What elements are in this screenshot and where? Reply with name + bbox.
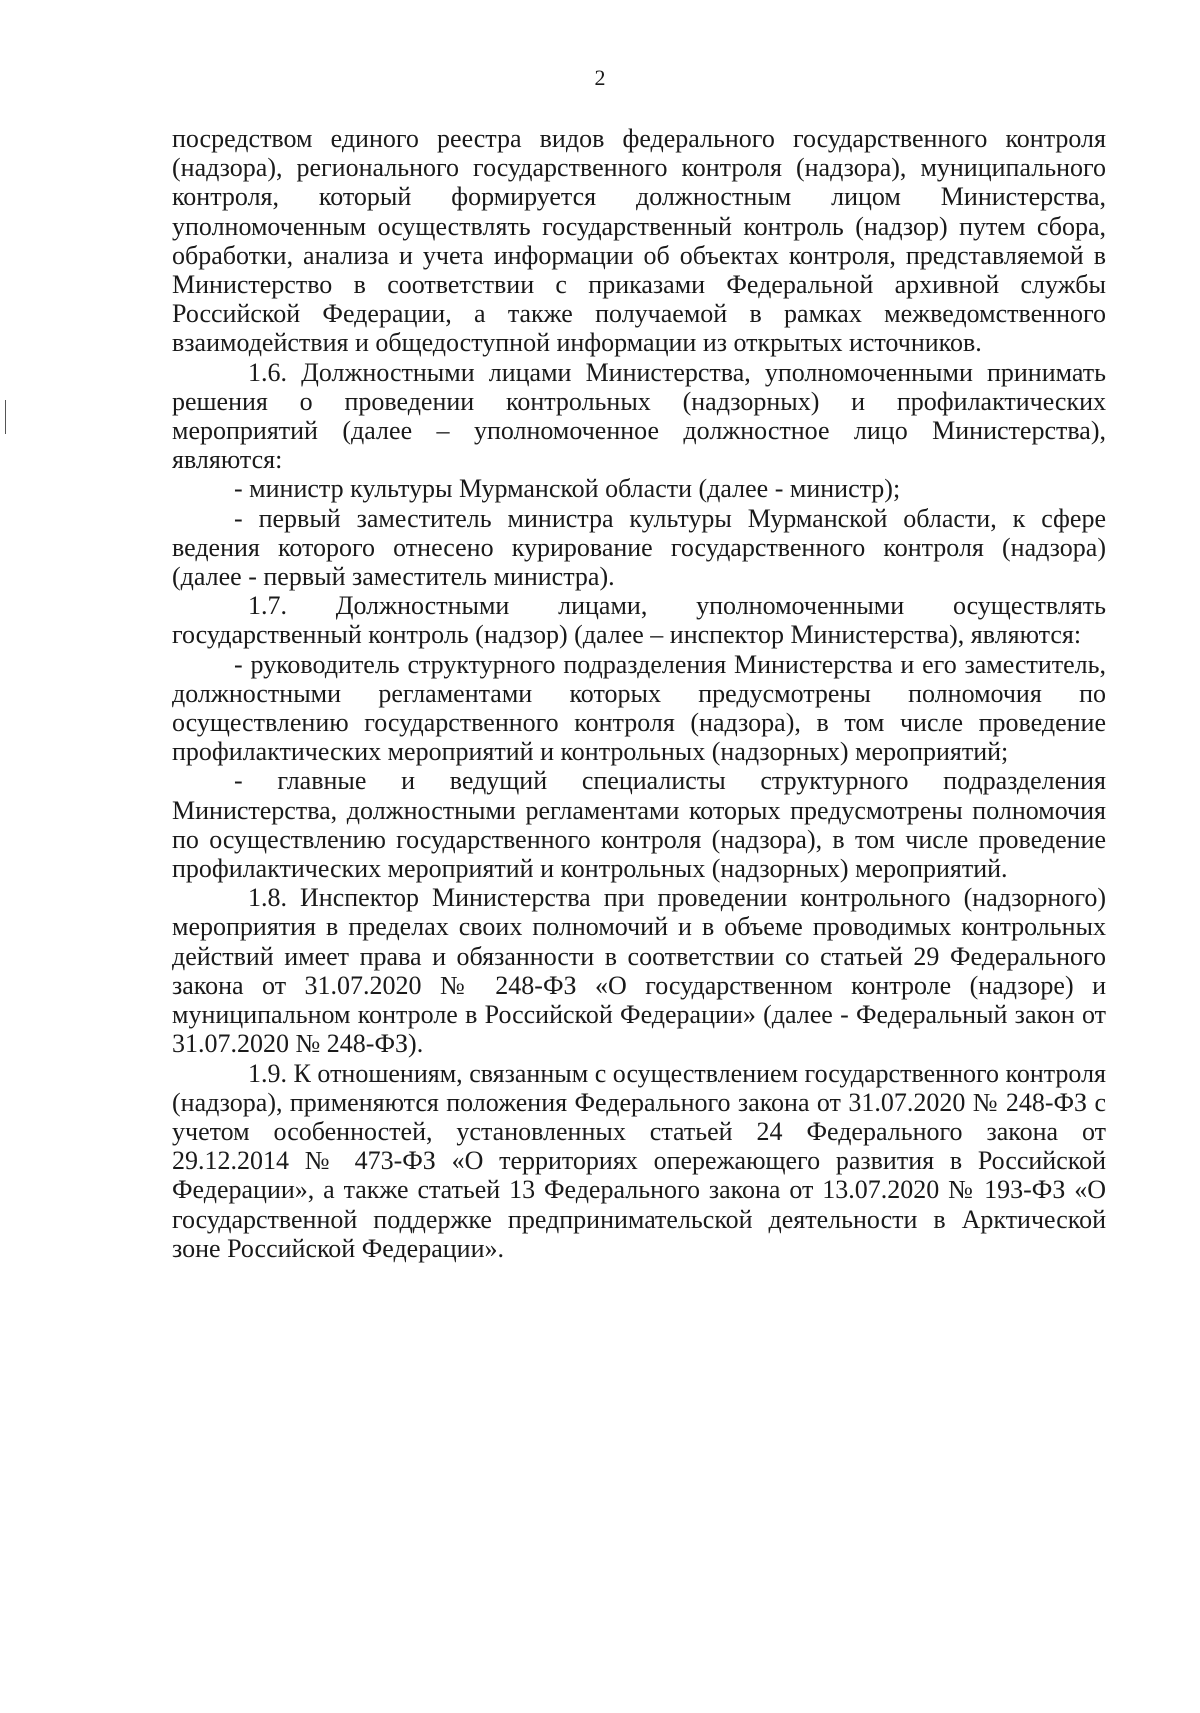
paragraph-1-9: 1.9. К отношениям, связанным с осуществлением государственного контроля (надзора), применяются положения Федерального закона от 31.07.2020 № 248-ФЗ с учетом особенностей, установленных статьей 24 Федерального закона от 29.12.2014 № 473-ФЗ «О территориях опережающего развития в Российской Федерации», а также статьей 13 Федерального закона от 13.07.2020 № 193-ФЗ «О государственной поддержке предпринимательской деятельности в Арктической зоне Российской Федерации». <box>172 1058 1106 1263</box>
scan-margin-mark <box>5 400 6 434</box>
paragraph-1-8: 1.8. Инспектор Министерства при проведении контрольного (надзорного) мероприятия в пределах своих полномочий и в объеме проводимых контрольных действий имеет права и обязанности в соответствии со статьей 29 Федерального закона от 31.07.2020 № 248-ФЗ «О государственном контроле (надзоре) и муниципальном контроле в Российской Федерации» (далее - Федеральный закон от 31.07.2020 № 248-ФЗ). <box>172 883 1106 1059</box>
paragraph-1-5-continuation: посредством единого реестра видов федерального государственного контроля (надзора), регионального государственного контроля (надзора), муниципального контроля, который формируется должностным лицом Министерства, уполномоченным осуществлять государственный контроль (надзор) путем сбора, обработки, анализа и учета информации об объектах контроля, представляемой в Министерство в соответствии с приказами Федеральной архивной службы Российской Федерации, а также получаемой в рамках межведомственного взаимодействия и общедоступной информации из открытых источников. <box>172 124 1106 358</box>
list-item-head-of-division: - руководитель структурного подразделения Министерства и его заместитель, должностными регламентами которых предусмотрены полномочия по осуществлению государственного контроля (надзора), в том числе проведение профилактических мероприятий и контрольных (надзорных) мероприятий; <box>172 649 1106 767</box>
list-item-specialists: - главные и ведущий специалисты структурного подразделения Министерства, должностными регламентами которых предусмотрены полномочия по осуществлению государственного контроля (надзора), в том числе проведение профилактических мероприятий и контрольных (надзорных) мероприятий. <box>172 766 1106 884</box>
list-item-first-deputy: - первый заместитель министра культуры Мурманской области, к сфере ведения которого отнесено курирование государственного контроля (надзора) (далее - первый заместитель министра). <box>172 503 1106 592</box>
paragraph-1-7: 1.7. Должностными лицами, уполномоченными осуществлять государственный контроль (надзор) (далее – инспектор Министерства), являются: <box>172 591 1106 650</box>
list-item-minister: - министр культуры Мурманской области (далее - министр); <box>234 474 901 504</box>
page-number: 2 <box>594 65 606 90</box>
paragraph-1-6: 1.6. Должностными лицами Министерства, уполномоченными принимать решения о проведении контрольных (надзорных) и профилактических мероприятий (далее – уполномоченное должностное лицо Министерства), являются: <box>172 357 1106 475</box>
document-body <box>172 124 1106 1263</box>
